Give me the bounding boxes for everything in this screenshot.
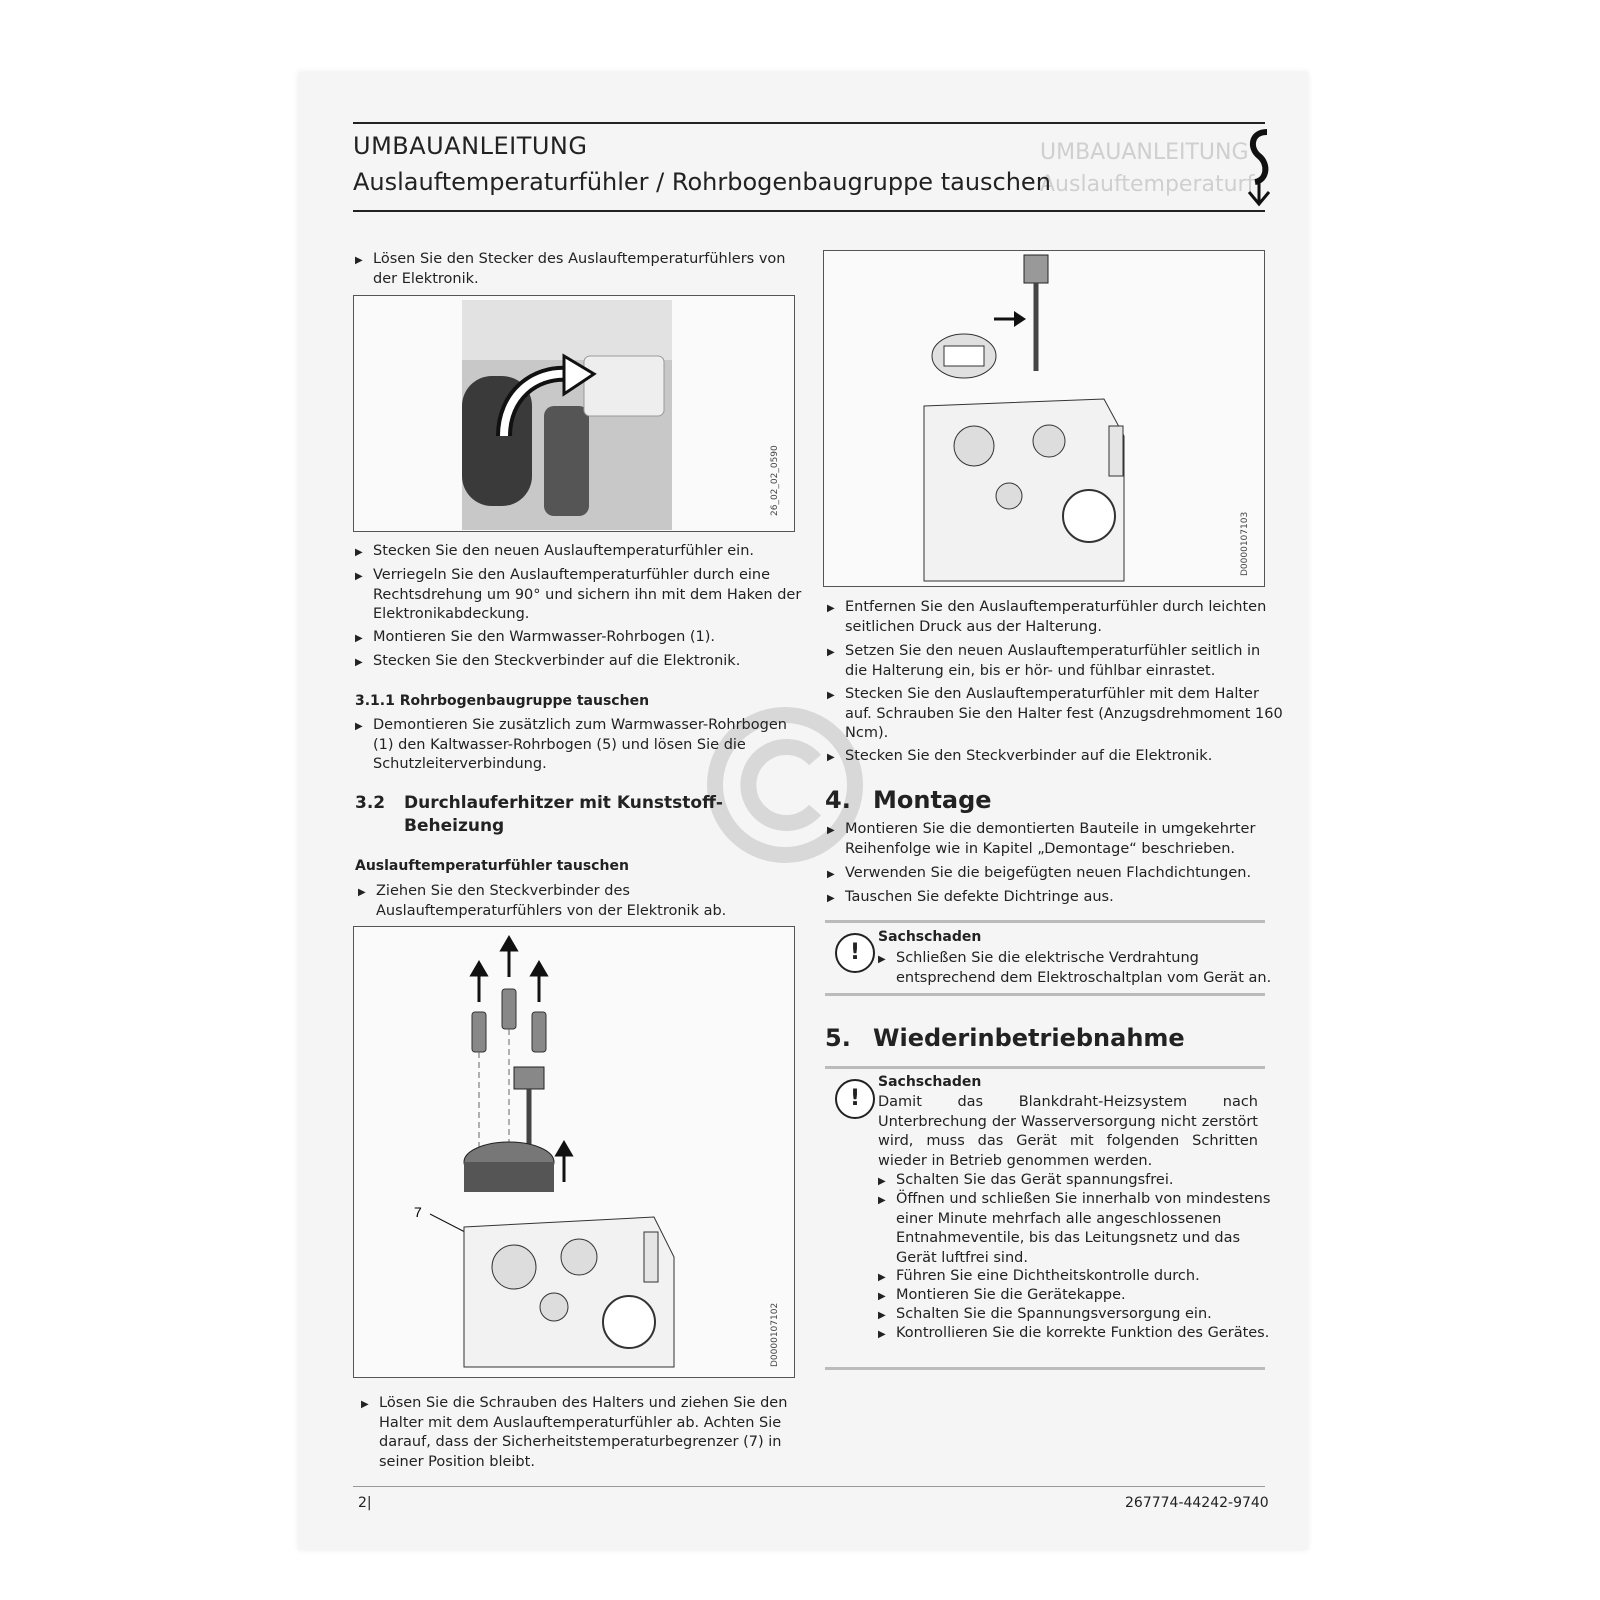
- step-bullet: ▶ Demontieren Sie zusätzlich zum Warmwasser-Rohrbogen (1) den Kaltwasser-Rohrbogen (5) und lösen Sie die Schutzleiterverbindung.: [355, 716, 803, 775]
- warning-box-material-damage: [825, 920, 1272, 996]
- warning-title: Sachschaden: [878, 929, 982, 945]
- step-bullet: ▶ Stecken Sie den neuen Auslauftemperaturfühler ein.: [355, 542, 813, 562]
- page-number: 2|: [358, 1495, 372, 1511]
- brand-logo-icon: [1243, 128, 1277, 208]
- exploded-view-drawing: [354, 927, 794, 1377]
- subsection-heading: Auslauftemperaturfühler tauschen: [355, 858, 629, 874]
- footer-rule: [353, 1486, 1265, 1487]
- exclamation-icon: !: [835, 1079, 875, 1119]
- section-heading-4: Montage: [873, 786, 992, 814]
- warning-box-recommissioning: [825, 1066, 1271, 1370]
- warning-title: Sachschaden: [878, 1074, 982, 1090]
- bleed-through-text: Auslauftemperaturf: [1040, 172, 1255, 197]
- figure-holder-removal: [353, 926, 795, 1378]
- figure-plug-removal: [353, 295, 795, 532]
- callout-label: 7: [414, 1204, 422, 1220]
- warning-bullet: ▶ Führen Sie eine Dichtheitskontrolle durch.: [878, 1267, 1276, 1287]
- section-number-3-2: 3.2: [355, 793, 386, 813]
- header-rule-top: [353, 122, 1265, 124]
- figure-code: D0000107103: [1240, 511, 1250, 576]
- section-heading-3-1-1: 3.1.1 Rohrbogenbaugruppe tauschen: [355, 693, 650, 709]
- figure-code: 26_02_02_0590: [770, 445, 780, 516]
- step-bullet: ▶ Stecken Sie den Auslauftemperaturfühler mit dem Halter auf. Schrauben Sie den Halter fest (Anzugsdrehmoment 160 Ncm).: [827, 685, 1285, 744]
- section-heading-5: Wiederinbetriebnahme: [873, 1024, 1185, 1052]
- doc-subtitle: Auslauftemperaturfühler / Rohrbogenbaugruppe tauschen: [353, 168, 1051, 196]
- warning-bullet: ▶ Montieren Sie die Gerätekappe.: [878, 1286, 1276, 1306]
- exclamation-icon: !: [835, 933, 875, 973]
- step-bullet: ▶ Stecken Sie den Steckverbinder auf die Elektronik.: [355, 652, 813, 672]
- header-rule-bottom: [353, 210, 1265, 212]
- warning-bullet: ▶ Schalten Sie die Spannungsversorgung ein.: [878, 1305, 1276, 1325]
- warning-bullet: ▶ Schließen Sie die elektrische Verdrahtung entsprechend dem Elektroschaltplan vom Gerät an.: [878, 949, 1276, 988]
- bleed-through-text: UMBAUANLEITUNG: [1040, 140, 1249, 165]
- sensor-holder-drawing: [824, 251, 1264, 586]
- step-bullet: ▶ Lösen Sie den Stecker des Auslauftemperaturfühlers von der Elektronik.: [355, 250, 813, 289]
- doc-title: UMBAUANLEITUNG: [353, 132, 588, 160]
- section-number-4: 4.: [825, 786, 851, 814]
- figure-sensor-holder: [823, 250, 1265, 587]
- section-heading-3-2: Durchlauferhitzer mit Kunststoff-Beheizung: [404, 793, 723, 836]
- section-number-5: 5.: [825, 1024, 851, 1052]
- warning-bullet: ▶ Öffnen und schließen Sie innerhalb von mindestens einer Minute mehrfach alle angeschlossenen Entnahmeventile, bis das Leitungsnetz und das Gerät luftfrei sind.: [878, 1190, 1276, 1268]
- step-bullet: ▶ Montieren Sie den Warmwasser-Rohrbogen (1).: [355, 628, 813, 648]
- step-bullet: ▶ Setzen Sie den neuen Auslauftemperaturfühler seitlich in die Halterung ein, bis er hör- und fühlbar einrastet.: [827, 642, 1285, 681]
- warning-bullet: ▶ Kontrollieren Sie die korrekte Funktion des Gerätes.: [878, 1324, 1276, 1344]
- step-bullet: ▶ Ziehen Sie den Steckverbinder des Auslauftemperaturfühlers von der Elektronik ab.: [358, 882, 806, 921]
- step-bullet: ▶ Verwenden Sie die beigefügten neuen Flachdichtungen.: [827, 864, 1285, 884]
- step-bullet: ▶ Verriegeln Sie den Auslauftemperaturfühler durch eine Rechtsdrehung um 90° und sichern ihn mit dem Haken der Elektronikabdeckung.: [355, 566, 803, 625]
- document-number: 267774-44242-9740: [1125, 1495, 1269, 1511]
- step-bullet: ▶ Montieren Sie die demontierten Bauteile in umgekehrter Reihenfolge wie in Kapitel „Demontage“ beschrieben.: [827, 820, 1285, 859]
- warning-text: Damit das Blankdraht-Heizsystem nach Unterbrechung der Wasserversorgung nicht zerstört wird, muss das Gerät mit folgenden Schritten wieder in Betrieb genommen werden.: [878, 1094, 1258, 1169]
- step-bullet: ▶ Entfernen Sie den Auslauftemperaturfühler durch leichten seitlichen Druck aus der Halterung.: [827, 598, 1285, 637]
- step-bullet: ▶ Stecken Sie den Steckverbinder auf die Elektronik.: [827, 747, 1285, 767]
- step-bullet: ▶ Tauschen Sie defekte Dichtringe aus.: [827, 888, 1285, 908]
- step-bullet: ▶ Lösen Sie die Schrauben des Halters und ziehen Sie den Halter mit dem Auslauftemperaturfühler ab. Achten Sie darauf, dass der Sicherheitstemperaturbegrenzer (7) in seiner Position bleibt.: [361, 1394, 799, 1472]
- warning-bullet: ▶ Schalten Sie das Gerät spannungsfrei.: [878, 1171, 1276, 1191]
- figure-code: D0000107102: [770, 1302, 780, 1367]
- photo-illustration: [354, 296, 794, 531]
